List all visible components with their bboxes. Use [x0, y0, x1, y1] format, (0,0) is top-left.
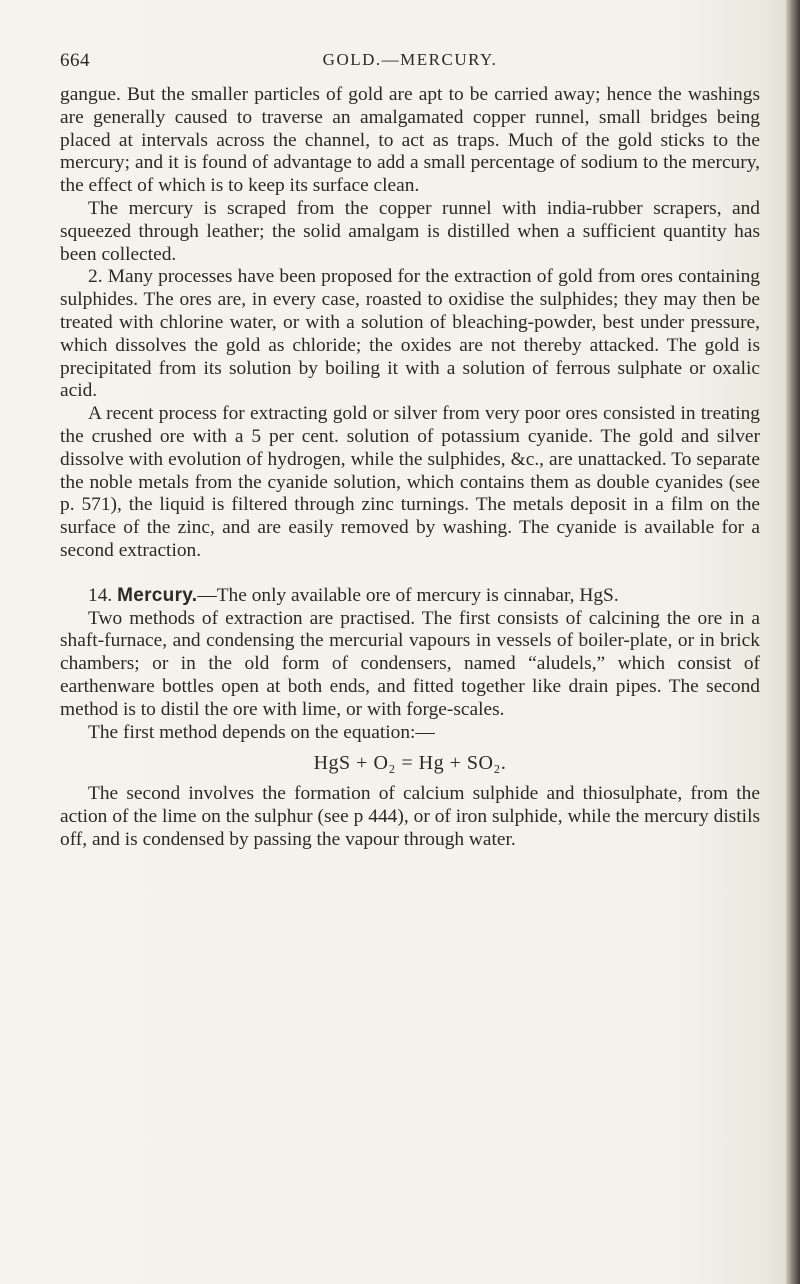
section-mercury-intro	[60, 585, 760, 608]
page-header	[60, 50, 760, 80]
paragraph-scraping: The mercury is scraped from the copper runnel with india-rubber scrapers, and squeezed through leather; the solid amalgam is distilled when a sufficient quantity has been collected.	[60, 197, 760, 265]
paragraph-gangue: gangue. But the smaller particles of gold are apt to be carried away; hence the washings are generally caused to traverse an amalgamated copper runnel, small bridges being placed at intervals across the channel, to act as traps. Much of the gold sticks to the mercury; and it is found of advantage to add a small percentage of sodium to the mercury, the effect of which is to keep its surface clean.	[60, 84, 760, 197]
chemical-equation: HgS + O₂ = Hg + SO₂.	[313, 752, 507, 775]
section-number: 14.	[88, 584, 113, 606]
paragraph-sulphide-processes: 2. Many processes have been proposed for the extraction of gold from ores containing sulphides. The ores are, in every case, roasted to oxidise the sulphides; they may then be treated with chlorine water, or with a solution of bleaching-powder, best under pressure, which dissolves the gold as chloride; the oxides are not thereby attacked. The gold is precipitated from its solution by boiling it with a solution of ferrous sulphate or oxalic acid.	[60, 266, 760, 402]
paragraph-cyanide-process: A recent process for extracting gold or silver from very poor ores consisted in treating the crushed ore with a 5 per cent. solution of potassium cyanide. The gold and silver dissolve with evolution of hydrogen, while the sulphides, &c., are unattacked. To separate the noble metals from the cyanide solution, which contains them as double cyanides (see p. 571), the liquid is filtered through zinc turnings. The metals deposit in a film on the surface of the zinc, and are easily removed by washing. The cyanide is available for a second extraction.	[60, 403, 760, 561]
page-number: 664	[60, 50, 90, 71]
running-head: GOLD.—MERCURY.	[322, 50, 498, 69]
paragraph-extraction-methods: Two methods of extraction are practised. The first consists of calcining the ore in a shaft-furnace, and condensing the mercurial vapours in vessels of boiler-plate, or in brick chambers; or in the old form of condensers, named “aludels,” which consist of earthenware bottles open at both ends, and fitted together like drain pipes. The second method is to distil the ore with lime, or with forge-scales.	[60, 607, 760, 720]
section-title: Mercury.	[117, 584, 198, 606]
paragraph-second-method: The second involves the formation of calcium sulphide and thiosulphate, from the action of the lime on the sulphur (see p 444), or of iron sulphide, while the mercury distils off, and is condensed by passing the vapour through water.	[60, 783, 760, 850]
body-text	[60, 84, 760, 852]
section-intro-text: —The only available ore of mercury is cinnabar, HgS.	[197, 584, 619, 606]
book-spine-shadow	[786, 0, 800, 1284]
paragraph-first-method: The first method depends on the equation:—	[88, 721, 435, 743]
